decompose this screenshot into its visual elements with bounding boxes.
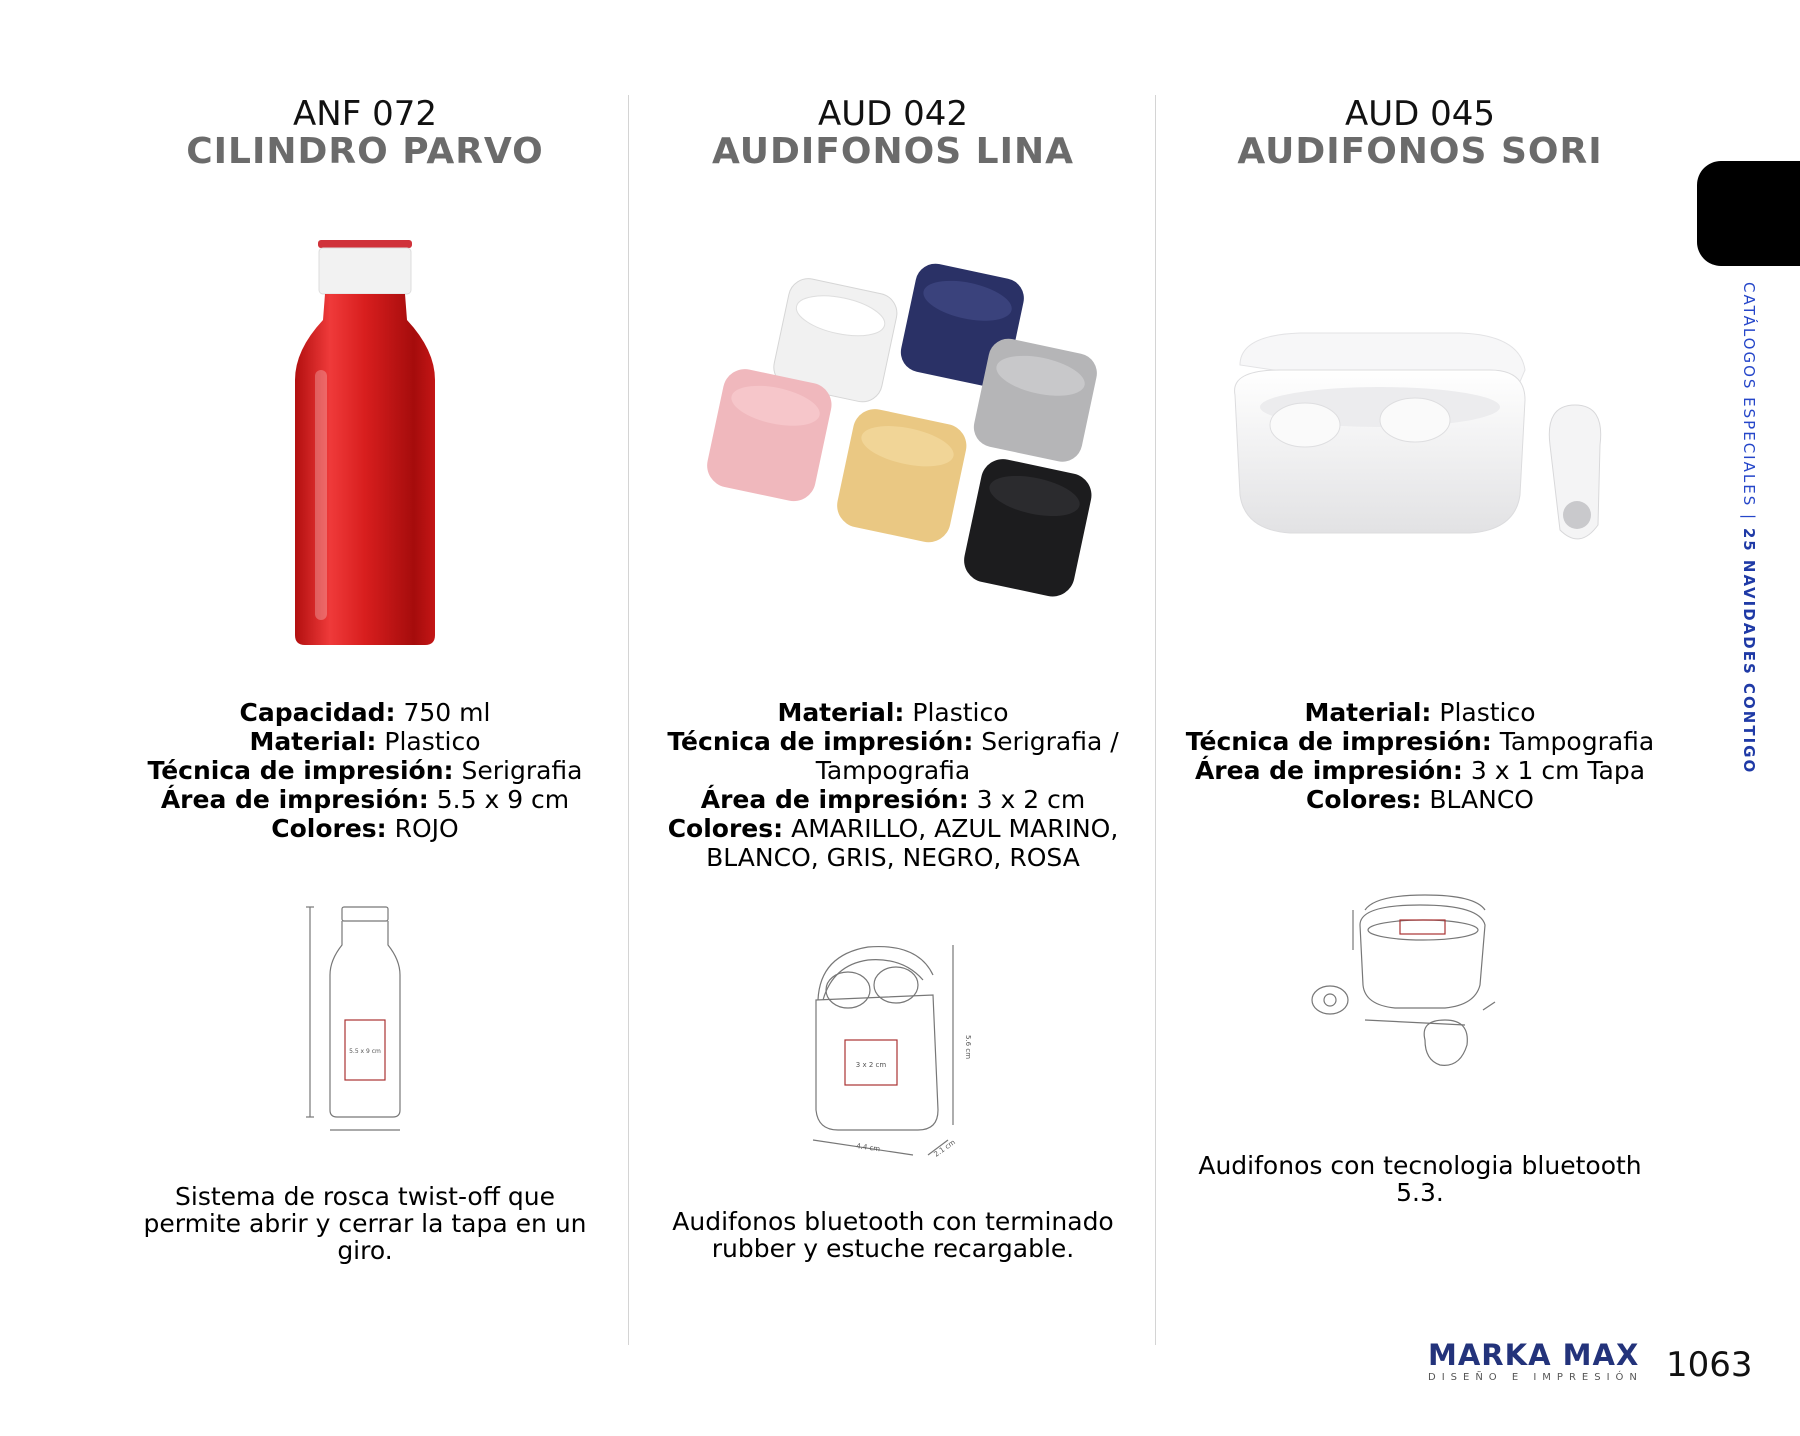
drawing-depth-label: 2.1 cm	[932, 1138, 957, 1159]
drawing-height-label: 5.6 cm	[964, 1035, 972, 1060]
drawing-area-label: 3 x 2 cm	[855, 1061, 887, 1069]
spec-print-technique: Técnica de impresión: Tampografia	[1185, 727, 1655, 756]
product-name: AUDIFONOS LINA	[712, 131, 1074, 172]
spec-print-technique-continued: Tampografia	[815, 756, 971, 785]
bottle-photo	[285, 240, 445, 650]
page-number: 1063	[1666, 1345, 1753, 1385]
product-specs	[100, 698, 630, 843]
spec-colors: Colores: AMARILLO, AZUL MARINO,	[667, 814, 1119, 843]
product-name: AUDIFONOS SORI	[1237, 131, 1603, 172]
product-specs	[628, 698, 1158, 872]
spec-colors: Colores: ROJO	[271, 814, 459, 843]
spec-material: Material: Plastico	[1304, 698, 1536, 727]
product-name: CILINDRO PARVO	[186, 131, 544, 172]
earbuds-cases-photo	[688, 255, 1108, 625]
spec-material: Material: Plastico	[777, 698, 1009, 727]
product-aud-045	[1155, 0, 1685, 1436]
markamax-logo	[1428, 1340, 1673, 1388]
product-description: Audifonos bluetooth con terminado rubber y estuche recargable.	[672, 1207, 1114, 1263]
bottle-technical-drawing	[305, 905, 425, 1140]
product-aud-042	[628, 0, 1158, 1436]
spec-print-technique: Técnica de impresión: Serigrafia /	[667, 727, 1119, 756]
section-tab	[1697, 161, 1800, 266]
spec-material: Material: Plastico	[249, 727, 481, 756]
spec-capacity: Capacidad: 750 ml	[239, 698, 491, 727]
product-description: Audifonos con tecnologia bluetooth 5.3.	[1198, 1151, 1642, 1207]
spec-colors-continued: BLANCO, GRIS, NEGRO, ROSA	[706, 843, 1080, 872]
earbuds-technical-drawing	[1305, 890, 1555, 1075]
product-description: Sistema de rosca twist-off que permite abrir y cerrar la tapa en un giro.	[143, 1182, 587, 1265]
open-ear-earbuds-photo	[1220, 325, 1620, 555]
catalog-section-label: CATÁLOGOS ESPECIALES | 25 NAVIDADES CONTIGO	[1740, 282, 1758, 775]
brand-name: MARKA MAX	[1428, 1338, 1640, 1372]
drawing-area-label: 5.5 x 9 cm	[349, 1048, 381, 1055]
spec-colors: Colores: BLANCO	[1306, 785, 1534, 814]
spec-print-area: Área de impresión: 3 x 2 cm	[700, 785, 1086, 814]
product-code: ANF 072	[293, 94, 437, 134]
brand-tagline: DISEÑO E IMPRESIÓN	[1428, 1372, 1643, 1383]
drawing-width-label: 4.4 cm	[855, 1142, 881, 1154]
product-code: AUD 045	[1344, 94, 1496, 134]
product-code: AUD 042	[817, 94, 969, 134]
earbuds-case-technical-drawing	[808, 935, 988, 1165]
product-specs	[1155, 698, 1685, 814]
spec-print-area: Área de impresión: 5.5 x 9 cm	[160, 785, 570, 814]
product-anf-072	[100, 0, 630, 1436]
spec-print-area: Área de impresión: 3 x 1 cm Tapa	[1194, 756, 1646, 785]
spec-print-technique: Técnica de impresión: Serigrafia	[147, 756, 583, 785]
